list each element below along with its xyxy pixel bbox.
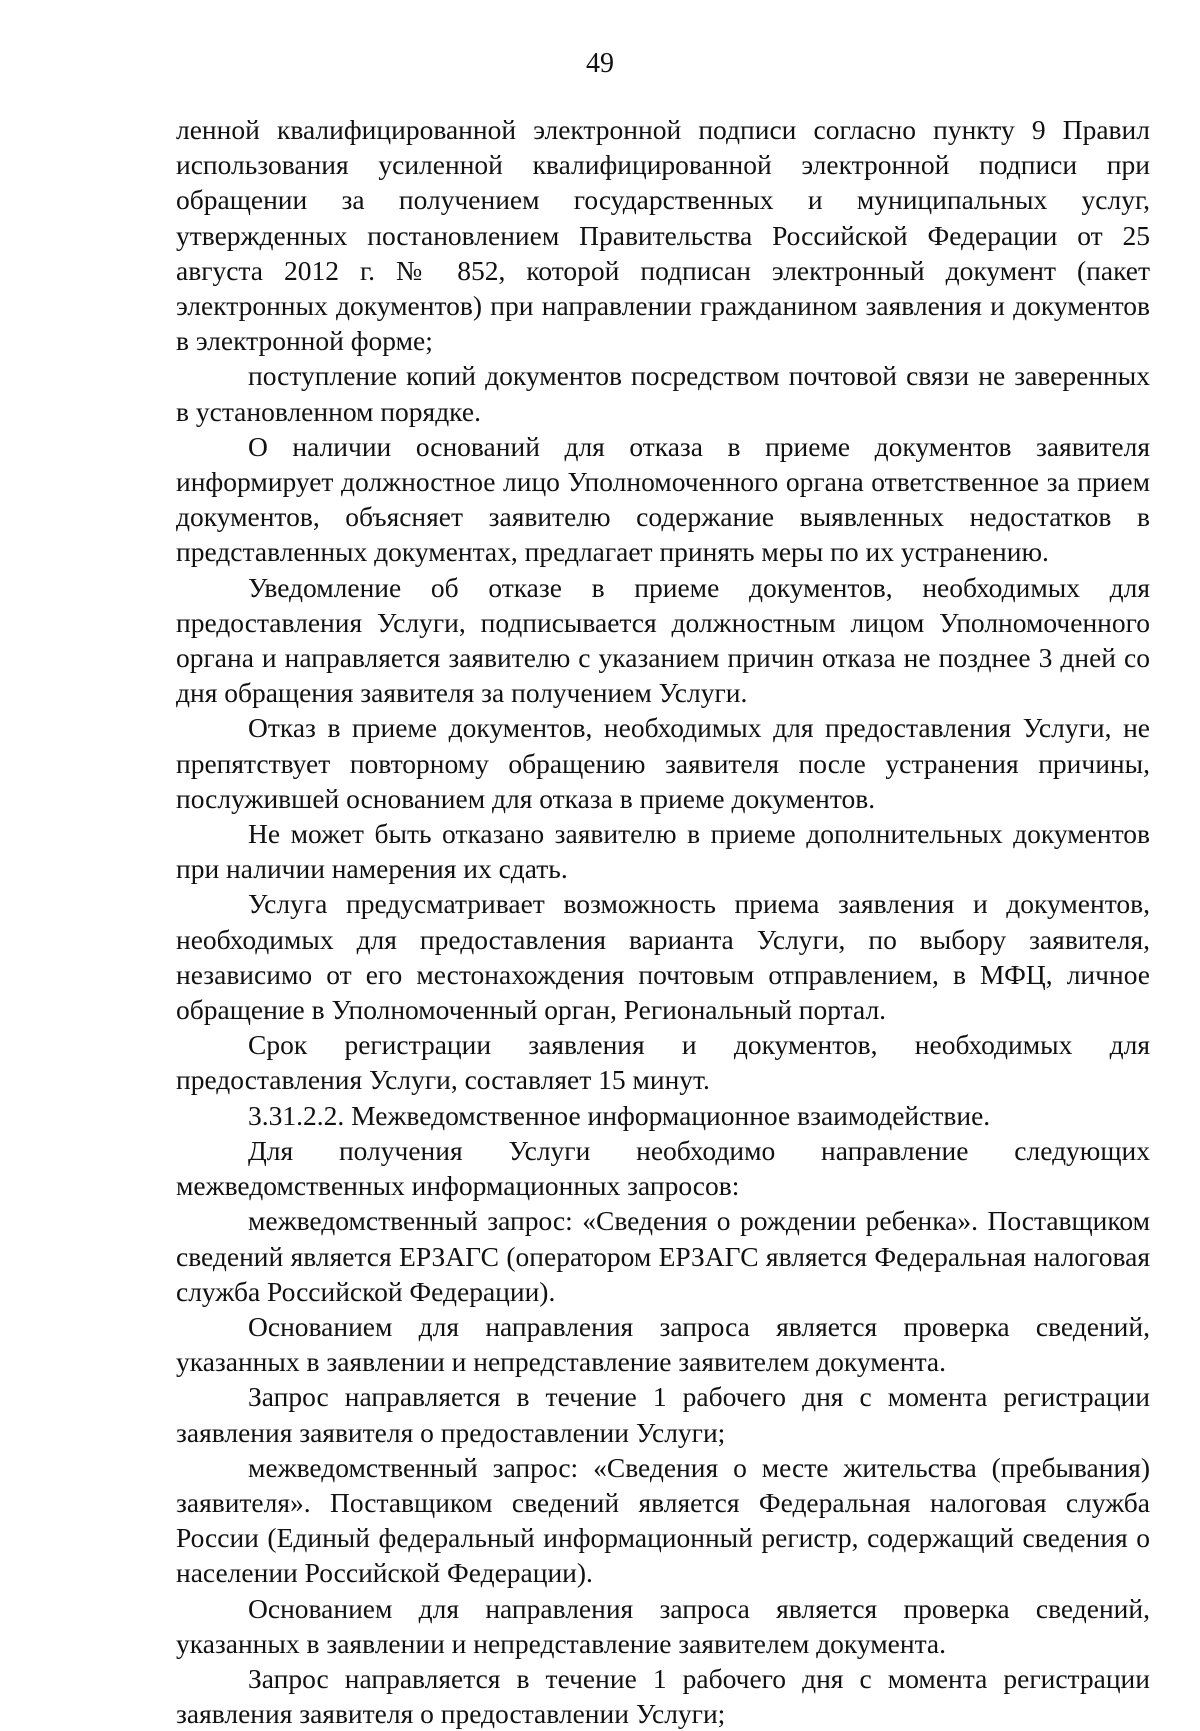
paragraph: Уведомление об отказе в приеме документов, необходимых для предоставления Услуги, подписывается должностным лицом Уполномоченного органа и направляется заявителю с указанием причин отказа не позднее 3 дней со дня обращения заявителя за получением Услуги. bbox=[176, 571, 1150, 709]
paragraph: Срок регистрации заявления и документов, необходимых для предоставления Услуги, составляет 15 минут. bbox=[176, 1029, 1150, 1096]
paragraph: Услуга предусматривает возможность приема заявления и документов, необходимых для предоставления варианта Услуги, по выбору заявителя, независимо от его местонахождения почтовым отправлением, в МФЦ, личное обращение в Уполномоченный орган, Региональный портал. bbox=[176, 888, 1150, 1026]
paragraph: Не может быть отказано заявителю в приеме дополнительных документов при наличии намерения их сдать. bbox=[176, 818, 1150, 885]
page-number: 49 bbox=[586, 48, 614, 79]
paragraph: О наличии оснований для отказа в приеме документов заявителя информирует должностное лицо Уполномоченного органа ответственное за прием документов, объясняет заявителю содержание выявленных недостатков в представленных документах, предлагает принять меры по их устранению. bbox=[176, 430, 1150, 568]
paragraph: межведомственный запрос: «Сведения о рождении ребенка». Поставщиком сведений является ЕРЗАГС (оператором ЕРЗАГС является Федеральная налоговая служба Российской Федерации). bbox=[176, 1205, 1150, 1307]
body-text bbox=[176, 112, 1150, 1731]
paragraph: межведомственный запрос: «Сведения о месте жительства (пребывания) заявителя». Поставщиком сведений является Федеральная налоговая служба России (Единый федеральный информационный регистр, содержащий сведения о населении Российской Федерации). bbox=[176, 1451, 1150, 1589]
paragraph: Запрос направляется в течение 1 рабочего дня с момента регистрации заявления заявителя о предоставлении Услуги; bbox=[176, 1662, 1150, 1730]
paragraph: Для получения Услуги необходимо направление следующих межведомственных информационных запросов: bbox=[176, 1134, 1150, 1202]
paragraph: 3.31.2.2. Межведомственное информационное взаимодействие. bbox=[248, 1099, 991, 1131]
paragraph: Основанием для направления запроса является проверка сведений, указанных в заявлении и непредставление заявителем документа. bbox=[176, 1310, 1150, 1378]
paragraph: Основанием для направления запроса является проверка сведений, указанных в заявлении и непредставление заявителем документа. bbox=[176, 1592, 1150, 1659]
paragraph: ленной квалифицированной электронной подписи согласно пункту 9 Правил использования усиленной квалифицированной электронной подписи при обращении за получением государственных и муниципальных услуг, утвержденных постановлением Правительства Российской Федерации от 25 августа 2012 г. № 852, которой подписан электронный документ (пакет электронных документов) при направлении гражданином заявления и документов в электронной форме; bbox=[176, 114, 1150, 357]
paragraph: поступление копий документов посредством почтовой связи не заверенных в установленном порядке. bbox=[176, 360, 1150, 427]
paragraph: Запрос направляется в течение 1 рабочего дня с момента регистрации заявления заявителя о предоставлении Услуги; bbox=[176, 1381, 1150, 1448]
paragraph: Отказ в приеме документов, необходимых для предоставления Услуги, не препятствует повторному обращению заявителя после устранения причины, послужившей основанием для отказа в приеме документов. bbox=[176, 712, 1150, 814]
